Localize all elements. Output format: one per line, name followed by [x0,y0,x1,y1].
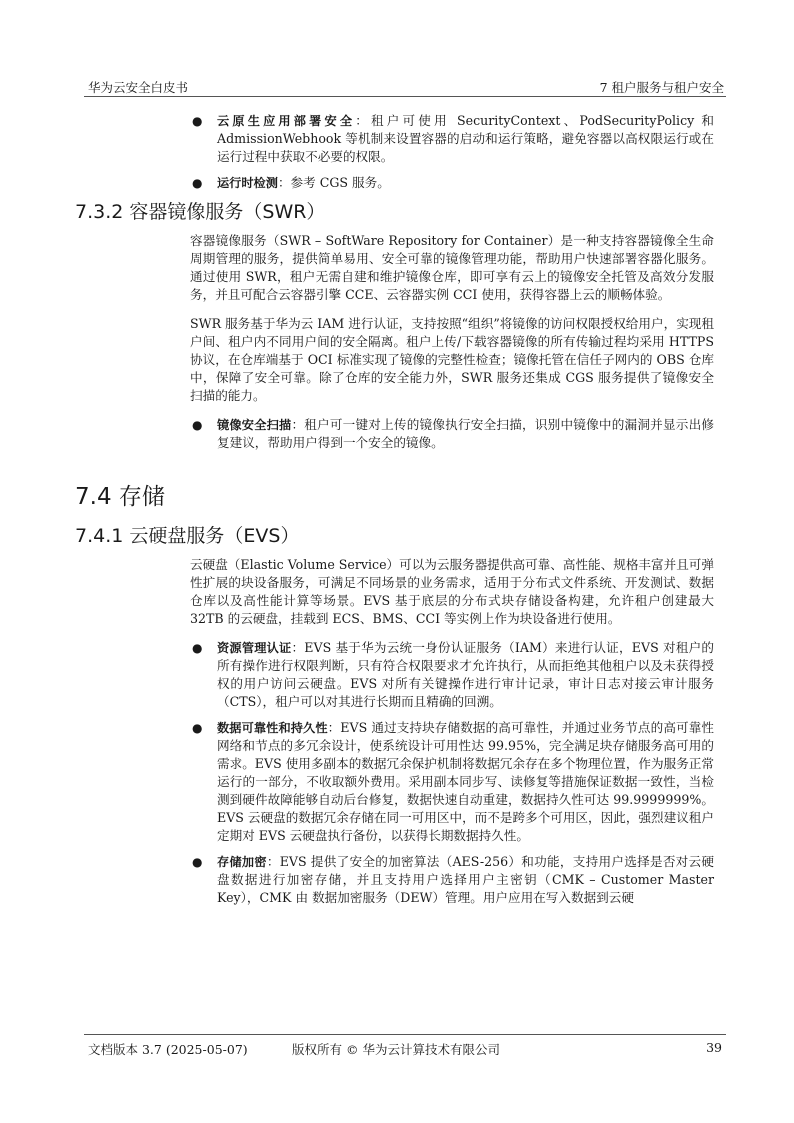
bullet-text: ：EVS 提供了安全的加密算法（AES-256）和功能，支持用户选择是否对云硬盘数据进行加密存储，并且支持用户选择用户主密钥（CMK – Customer Master Key），CMK 由 数据加密服务（DEW）管理。用户应用在写入数据到云硬 [217,854,715,905]
bullet-icon: ● [192,418,203,432]
bullet-label: 数据可靠性和持久性 [217,721,328,735]
bullet-list-swr [0,416,794,452]
bullet-label: 运行时检测 [217,176,278,190]
bullet-text: ：参考 CGS 服务。 [277,175,390,190]
page-number: 39 [706,1040,722,1055]
bullet-label: 镜像安全扫描 [217,418,292,432]
paragraph: 云硬盘（Elastic Volume Service）可以为云服务器提供高可靠、高性能、规格丰富并且可弹性扩展的块设备服务，可满足不同场景的业务需求，适用于分布式文件系统、开发测试、数据仓库以及高性能计算等场景。EVS 基于底层的分布式块存储设备构建，允许租户创建最大 32TB 的云硬盘，挂载到 ECS、BMS、CCI 等实例上作为块设备进行使用。 [190,557,714,626]
bullet-label: 云原生应用部署安全 [217,114,356,128]
page-header [84,76,726,97]
paragraph: SWR 服务基于华为云 IAM 进行认证，支持按照“组织”将镜像的访问权限授权给用户，实现租户间、租户内不同用户间的安全隔离。租户上传/下载容器镜像的所有传输过程均采用 HTTPS 协议，在仓库端基于 OCI 标准实现了镜像的完整性检查；镜像托管在信任子网内的 OBS 仓库中，保障了安全可靠。除了仓库的安全能力外，SWR 服务还集成 CGS 服务提供了镜像安全扫描的能力。 [190,316,714,403]
footer-doc-version: 文档版本 3.7 (2025-05-07) [88,1042,248,1057]
bullet-text: ：EVS 通过支持块存储数据的高可靠性，并通过业务节点的高可靠性网络和节点的多冗余设计，使系统设计可用性达 99.95%，完全满足块存储服务高可用的需求。EVS 使用多副本的数据冗余保护机制将数据冗余存在多个物理位置，作为服务正常运行的一部分，不收取额外费用。采用副本同步写、读修复等措施保证数据一致性，当检测到硬件故障能够自动后台修复，数据快速自动重建，数据持久性可达 99.9999999%。EVS 云硬盘的数据冗余存储在同一可用区中，而不是跨多个可用区，因此，强烈建议租户定期对 EVS 云硬盘执行备份，以获得长期数据持久性。 [217,720,715,843]
bullet-list-top [0,112,794,192]
bullet-text: ：租户可使用 SecurityContext、PodSecurityPolicy 和 AdmissionWebhook 等机制来设置容器的启动和运行策略，避免容器以高权限运行或在运行过程中获取不必要的权限。 [217,113,715,164]
bullet-icon: ● [192,114,203,128]
bullet-label: 资源管理认证 [217,641,292,655]
paragraph: 容器镜像服务（SWR – SoftWare Repository for Container）是一种支持容器镜像全生命周期管理的服务，提供简单易用、安全可靠的镜像管理功能，帮助用户快速部署容器化服务。通过使用 SWR，租户无需自建和维护镜像仓库，即可享有云上的镜像安全托管及高效分发服务，并且可配合云容器引擎 CCE、云容器实例 CCI 使用，获得容器上云的顺畅体验。 [190,233,714,302]
list-item [192,719,715,845]
list-item [192,416,715,452]
bullet-icon: ● [192,721,203,735]
bullet-list-evs [0,639,794,907]
page-footer [84,1034,726,1057]
footer-copyright: 版权所有 © 华为云计算技术有限公司 [292,1042,500,1057]
header-chapter-title: 7 租户服务与租户安全 [599,80,724,95]
bullet-icon: ● [192,641,203,655]
page-content [0,112,794,915]
bullet-icon: ● [192,176,203,190]
bullet-text: ：EVS 基于华为云统一身份认证服务（IAM）来进行认证，EVS 对租户的所有操作进行权限判断，只有符合权限要求才允许执行，从而拒绝其他租户以及未获得授权的用户访问云硬盘。EVS 对所有关键操作进行审计记录，审计日志对接云审计服务（CTS），租户可以对其进行长期而且精确的回溯。 [217,640,715,709]
list-item [192,174,714,192]
bullet-icon: ● [192,855,203,869]
header-doc-title: 华为云安全白皮书 [88,80,189,95]
section-title-7-4-1: 7.4.1 云硬盘服务（EVS） [75,525,300,547]
list-item [192,639,715,711]
bullet-text: ：租户可一键对上传的镜像执行安全扫描，识别中镜像中的漏洞并显示出修复建议，帮助用户得到一个安全的镜像。 [217,417,715,450]
list-item [192,112,715,166]
list-item [192,853,715,907]
bullet-label: 存储加密 [217,855,267,869]
section-title-7-3-2: 7.3.2 容器镜像服务（SWR） [75,201,326,223]
section-title-7-4: 7.4 存储 [75,484,165,510]
